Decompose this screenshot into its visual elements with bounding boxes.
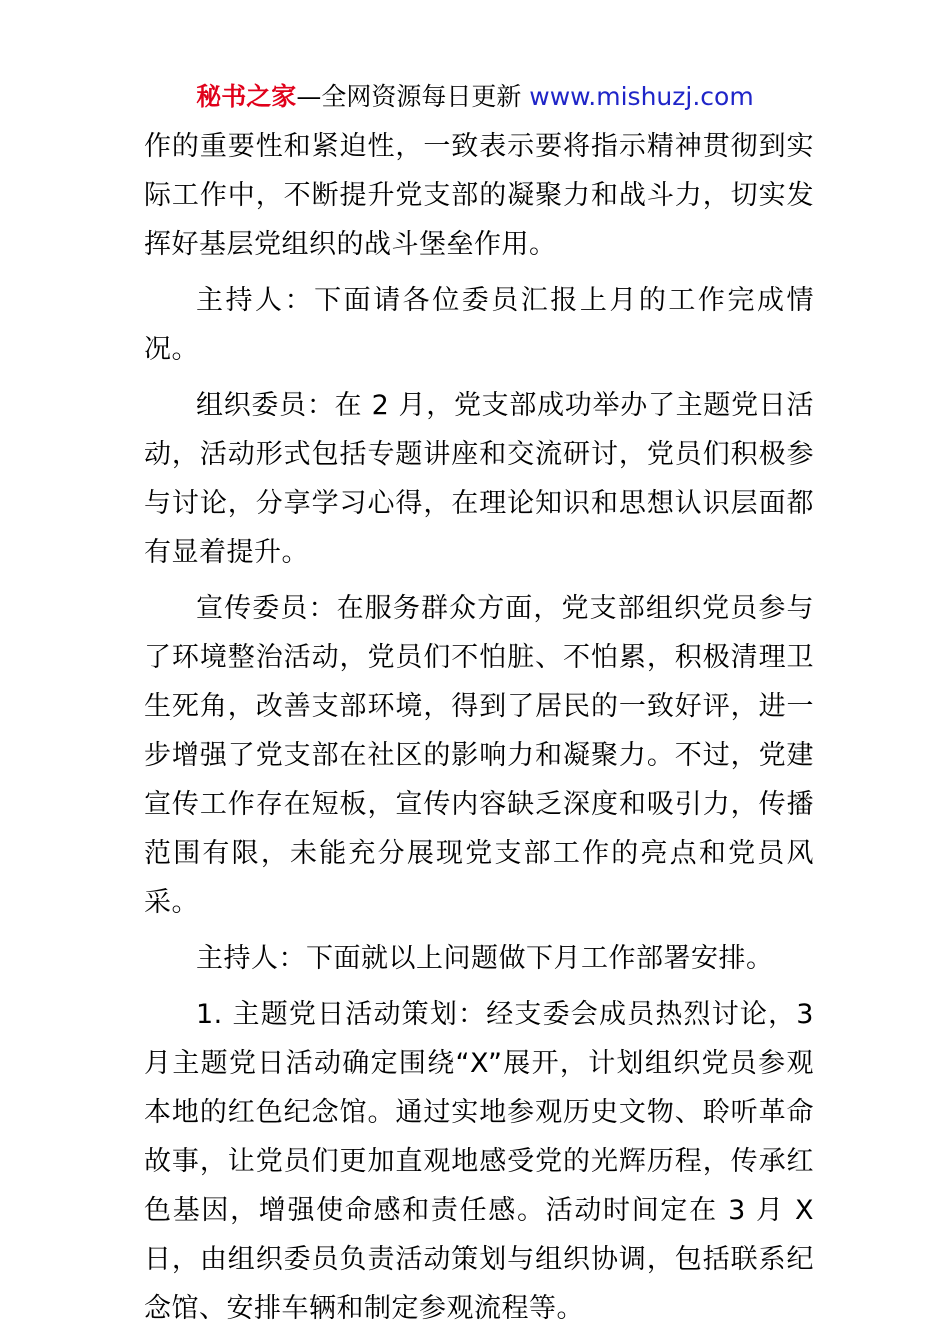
paragraph-host-arrangement: 主持人：下面就以上问题做下月工作部署安排。 xyxy=(196,943,774,974)
page-header xyxy=(0,80,950,114)
paragraph-party-day-plan: 1. 主题党日活动策划：经支委会成员热烈讨论，3 月主题党日活动确定围绕“X”展开，计划组织党员参观本地的红色纪念馆。通过实地参观历史文物、聆听革命故事，让党员们更加直观地感受党的光辉历程，传承红色基因，增强使命感和责任感。活动时间定在 3 月 X 日，由组织委员负责活动策划与组织协调，包括联系纪念馆、安排车辆和制定参观流程等。 xyxy=(144,999,814,1324)
document-body xyxy=(144,122,814,1340)
site-url-link[interactable]: www.mishuzj.com xyxy=(529,82,754,111)
paragraph-host-request: 主持人：下面请各位委员汇报上月的工作完成情况。 xyxy=(144,285,814,365)
site-tagline: —全网资源每日更新 xyxy=(296,82,530,111)
paragraph-organization-report: 组织委员：在 2 月，党支部成功举办了主题党日活动，活动形式包括专题讲座和交流研讨，党员们积极参与讨论，分享学习心得，在理论知识和思想认识层面都有显着提升。 xyxy=(144,390,814,568)
paragraph-publicity-report: 宣传委员：在服务群众方面，党支部组织党员参与了环境整治活动，党员们不怕脏、不怕累，积极清理卫生死角，改善支部环境，得到了居民的一致好评，进一步增强了党支部在社区的影响力和凝聚力。不过，党建宣传工作存在短板，宣传内容缺乏深度和吸引力，传播范围有限，未能充分展现党支部工作的亮点和党员风采。 xyxy=(144,593,814,918)
site-brand: 秘书之家 xyxy=(196,82,297,111)
paragraph-continuation: 作的重要性和紧迫性，一致表示要将指示精神贯彻到实际工作中，不断提升党支部的凝聚力和战斗力，切实发挥好基层党组织的战斗堡垒作用。 xyxy=(144,131,814,260)
